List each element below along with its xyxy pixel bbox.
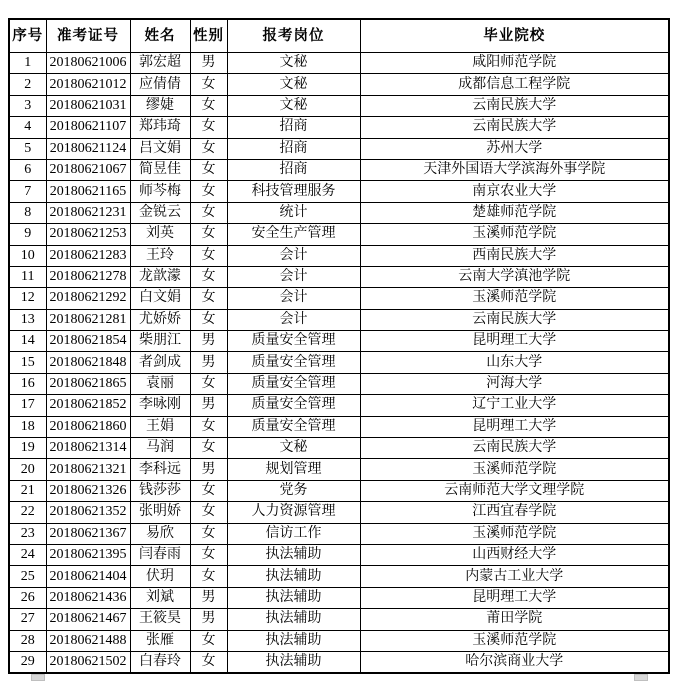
table-cell: 20180621283	[46, 245, 130, 266]
table-cell: 女	[190, 224, 227, 245]
table-row	[9, 159, 669, 180]
table-cell: 26	[9, 587, 46, 608]
table-cell: 女	[190, 566, 227, 587]
table-cell: 龙歆濛	[130, 266, 190, 287]
table-row	[9, 245, 669, 266]
table-cell: 金锐云	[130, 202, 190, 223]
table-cell: 张雁	[130, 630, 190, 651]
table-cell: 13	[9, 309, 46, 330]
table-row	[9, 373, 669, 394]
table-cell: 11	[9, 266, 46, 287]
table-cell: 江西宜春学院	[360, 502, 669, 523]
table-cell: 文秘	[227, 53, 360, 74]
table-cell: 执法辅助	[227, 544, 360, 565]
table-cell: 质量安全管理	[227, 373, 360, 394]
table-cell: 师芩梅	[130, 181, 190, 202]
resize-handle-icon[interactable]	[634, 674, 648, 681]
table-cell: 20180621165	[46, 181, 130, 202]
table-cell: 20180621253	[46, 224, 130, 245]
table-cell: 玉溪师范学院	[360, 459, 669, 480]
table-cell: 9	[9, 224, 46, 245]
column-header: 姓名	[130, 19, 190, 53]
table-cell: 白文娟	[130, 288, 190, 309]
table-cell: 马润	[130, 438, 190, 459]
table-cell: 22	[9, 502, 46, 523]
table-cell: 6	[9, 159, 46, 180]
table-cell: 招商	[227, 138, 360, 159]
table-cell: 王娟	[130, 416, 190, 437]
table-cell: 会计	[227, 266, 360, 287]
table-cell: 成都信息工程学院	[360, 74, 669, 95]
table-cell: 招商	[227, 117, 360, 138]
table-cell: 云南民族大学	[360, 95, 669, 116]
table-cell: 28	[9, 630, 46, 651]
table-row	[9, 609, 669, 630]
table-cell: 闫春雨	[130, 544, 190, 565]
table-cell: 女	[190, 266, 227, 287]
table-cell: 文秘	[227, 438, 360, 459]
table-cell: 19	[9, 438, 46, 459]
table-cell: 昆明理工大学	[360, 587, 669, 608]
table-cell: 张明娇	[130, 502, 190, 523]
table-cell: 玉溪师范学院	[360, 630, 669, 651]
table-cell: 20180621006	[46, 53, 130, 74]
table-cell: 20180621404	[46, 566, 130, 587]
table-cell: 20180621467	[46, 609, 130, 630]
table-row	[9, 288, 669, 309]
table-cell: 14	[9, 331, 46, 352]
table-cell: 16	[9, 373, 46, 394]
table-cell: 执法辅助	[227, 609, 360, 630]
table-cell: 昆明理工大学	[360, 331, 669, 352]
column-header: 性别	[190, 19, 227, 53]
table-row	[9, 224, 669, 245]
table-cell: 12	[9, 288, 46, 309]
table-cell: 执法辅助	[227, 630, 360, 651]
table-cell: 20	[9, 459, 46, 480]
table-cell: 男	[190, 331, 227, 352]
table-cell: 5	[9, 138, 46, 159]
table-row	[9, 566, 669, 587]
column-header: 准考证号	[46, 19, 130, 53]
table-cell: 会计	[227, 245, 360, 266]
table-cell: 柴朋江	[130, 331, 190, 352]
table-cell: 玉溪师范学院	[360, 288, 669, 309]
table-cell: 王筱昊	[130, 609, 190, 630]
table-cell: 23	[9, 523, 46, 544]
column-header: 序号	[9, 19, 46, 53]
table-row	[9, 630, 669, 651]
table-cell: 女	[190, 245, 227, 266]
table-cell: 辽宁工业大学	[360, 395, 669, 416]
table-cell: 20180621854	[46, 331, 130, 352]
table-cell: 女	[190, 117, 227, 138]
table-cell: 规划管理	[227, 459, 360, 480]
table-cell: 昆明理工大学	[360, 416, 669, 437]
table-cell: 缪婕	[130, 95, 190, 116]
table-cell: 伏玥	[130, 566, 190, 587]
table-row	[9, 181, 669, 202]
table-cell: 玉溪师范学院	[360, 224, 669, 245]
table-cell: 24	[9, 544, 46, 565]
table-cell: 20180621436	[46, 587, 130, 608]
table-cell: 8	[9, 202, 46, 223]
table-cell: 女	[190, 651, 227, 673]
table-cell: 南京农业大学	[360, 181, 669, 202]
table-cell: 20180621860	[46, 416, 130, 437]
table-row	[9, 74, 669, 95]
table-cell: 1	[9, 53, 46, 74]
table-cell: 20180621326	[46, 480, 130, 501]
table-cell: 女	[190, 438, 227, 459]
table-cell: 内蒙古工业大学	[360, 566, 669, 587]
table-cell: 10	[9, 245, 46, 266]
table-cell: 20180621281	[46, 309, 130, 330]
table-cell: 易欣	[130, 523, 190, 544]
table-cell: 哈尔滨商业大学	[360, 651, 669, 673]
table-cell: 20180621502	[46, 651, 130, 673]
table-cell: 玉溪师范学院	[360, 523, 669, 544]
table-cell: 男	[190, 395, 227, 416]
table-cell: 山西财经大学	[360, 544, 669, 565]
table-cell: 郑玮琦	[130, 117, 190, 138]
table-cell: 李咏刚	[130, 395, 190, 416]
table-cell: 王玲	[130, 245, 190, 266]
table-cell: 文秘	[227, 74, 360, 95]
table-row	[9, 53, 669, 74]
column-header: 毕业院校	[360, 19, 669, 53]
table-cell: 女	[190, 138, 227, 159]
table-cell: 河海大学	[360, 373, 669, 394]
table-row	[9, 651, 669, 673]
table-cell: 云南民族大学	[360, 309, 669, 330]
table-cell: 云南大学滇池学院	[360, 266, 669, 287]
table-cell: 李科远	[130, 459, 190, 480]
table-row	[9, 459, 669, 480]
table-cell: 执法辅助	[227, 587, 360, 608]
table-cell: 质量安全管理	[227, 331, 360, 352]
table-cell: 会计	[227, 288, 360, 309]
table-cell: 云南师范大学文理学院	[360, 480, 669, 501]
table-cell: 吕文娟	[130, 138, 190, 159]
table-cell: 21	[9, 480, 46, 501]
table-cell: 20180621395	[46, 544, 130, 565]
table-row	[9, 117, 669, 138]
table-cell: 招商	[227, 159, 360, 180]
table-cell: 女	[190, 630, 227, 651]
table-cell: 20180621278	[46, 266, 130, 287]
table-cell: 4	[9, 117, 46, 138]
table-cell: 质量安全管理	[227, 352, 360, 373]
table-header-row	[9, 19, 669, 53]
table-cell: 楚雄师范学院	[360, 202, 669, 223]
table-cell: 女	[190, 523, 227, 544]
table-cell: 人力资源管理	[227, 502, 360, 523]
table-row	[9, 587, 669, 608]
table-cell: 20180621848	[46, 352, 130, 373]
table-cell: 20180621012	[46, 74, 130, 95]
table-cell: 会计	[227, 309, 360, 330]
table-cell: 15	[9, 352, 46, 373]
table-row	[9, 416, 669, 437]
table-cell: 白春玲	[130, 651, 190, 673]
table-cell: 质量安全管理	[227, 416, 360, 437]
table-cell: 27	[9, 609, 46, 630]
table-cell: 20180621031	[46, 95, 130, 116]
table-cell: 西南民族大学	[360, 245, 669, 266]
table-cell: 党务	[227, 480, 360, 501]
table-row	[9, 266, 669, 287]
table-cell: 20180621321	[46, 459, 130, 480]
table-cell: 女	[190, 373, 227, 394]
table-cell: 20180621231	[46, 202, 130, 223]
table-cell: 信访工作	[227, 523, 360, 544]
table-cell: 男	[190, 53, 227, 74]
table-cell: 男	[190, 352, 227, 373]
candidates-table	[8, 18, 670, 674]
table-cell: 3	[9, 95, 46, 116]
table-cell: 20180621488	[46, 630, 130, 651]
table-cell: 女	[190, 480, 227, 501]
resize-handle-icon[interactable]	[31, 674, 45, 681]
table-row	[9, 309, 669, 330]
table-cell: 20180621367	[46, 523, 130, 544]
table-cell: 科技管理服务	[227, 181, 360, 202]
table-cell: 莆田学院	[360, 609, 669, 630]
table-cell: 袁丽	[130, 373, 190, 394]
table-cell: 女	[190, 181, 227, 202]
table-row	[9, 502, 669, 523]
table-cell: 男	[190, 459, 227, 480]
table-row	[9, 202, 669, 223]
table-cell: 质量安全管理	[227, 395, 360, 416]
table-cell: 女	[190, 159, 227, 180]
table-row	[9, 331, 669, 352]
table-cell: 女	[190, 309, 227, 330]
table-cell: 天津外国语大学滨海外事学院	[360, 159, 669, 180]
table-cell: 郭宏超	[130, 53, 190, 74]
table-cell: 女	[190, 502, 227, 523]
table-row	[9, 544, 669, 565]
table-row	[9, 95, 669, 116]
table-cell: 20180621067	[46, 159, 130, 180]
column-header: 报考岗位	[227, 19, 360, 53]
table-cell: 29	[9, 651, 46, 673]
table-cell: 应倩倩	[130, 74, 190, 95]
table-cell: 刘英	[130, 224, 190, 245]
table-cell: 女	[190, 416, 227, 437]
table-cell: 统计	[227, 202, 360, 223]
table-cell: 者剑成	[130, 352, 190, 373]
table-cell: 文秘	[227, 95, 360, 116]
table-row	[9, 480, 669, 501]
table-cell: 女	[190, 544, 227, 565]
table-cell: 刘斌	[130, 587, 190, 608]
table-cell: 20180621352	[46, 502, 130, 523]
table-cell: 执法辅助	[227, 566, 360, 587]
table-cell: 女	[190, 74, 227, 95]
table-cell: 云南民族大学	[360, 117, 669, 138]
table-cell: 女	[190, 95, 227, 116]
table-cell: 云南民族大学	[360, 438, 669, 459]
table-cell: 20180621107	[46, 117, 130, 138]
table-cell: 执法辅助	[227, 651, 360, 673]
table-cell: 7	[9, 181, 46, 202]
table-cell: 20180621292	[46, 288, 130, 309]
table-cell: 18	[9, 416, 46, 437]
table-row	[9, 523, 669, 544]
table-cell: 尤娇娇	[130, 309, 190, 330]
table-cell: 20180621865	[46, 373, 130, 394]
table-cell: 简昱佳	[130, 159, 190, 180]
table-cell: 2	[9, 74, 46, 95]
table-cell: 女	[190, 202, 227, 223]
table-cell: 咸阳师范学院	[360, 53, 669, 74]
table-cell: 男	[190, 609, 227, 630]
table-cell: 钱莎莎	[130, 480, 190, 501]
table-cell: 20180621124	[46, 138, 130, 159]
table-cell: 20180621314	[46, 438, 130, 459]
table-cell: 男	[190, 587, 227, 608]
table-cell: 苏州大学	[360, 138, 669, 159]
table-cell: 山东大学	[360, 352, 669, 373]
table-cell: 25	[9, 566, 46, 587]
table-cell: 女	[190, 288, 227, 309]
table-row	[9, 138, 669, 159]
table-row	[9, 352, 669, 373]
table-body	[9, 53, 669, 674]
table-row	[9, 395, 669, 416]
table-cell: 17	[9, 395, 46, 416]
table-cell: 20180621852	[46, 395, 130, 416]
table-cell: 安全生产管理	[227, 224, 360, 245]
table-row	[9, 438, 669, 459]
